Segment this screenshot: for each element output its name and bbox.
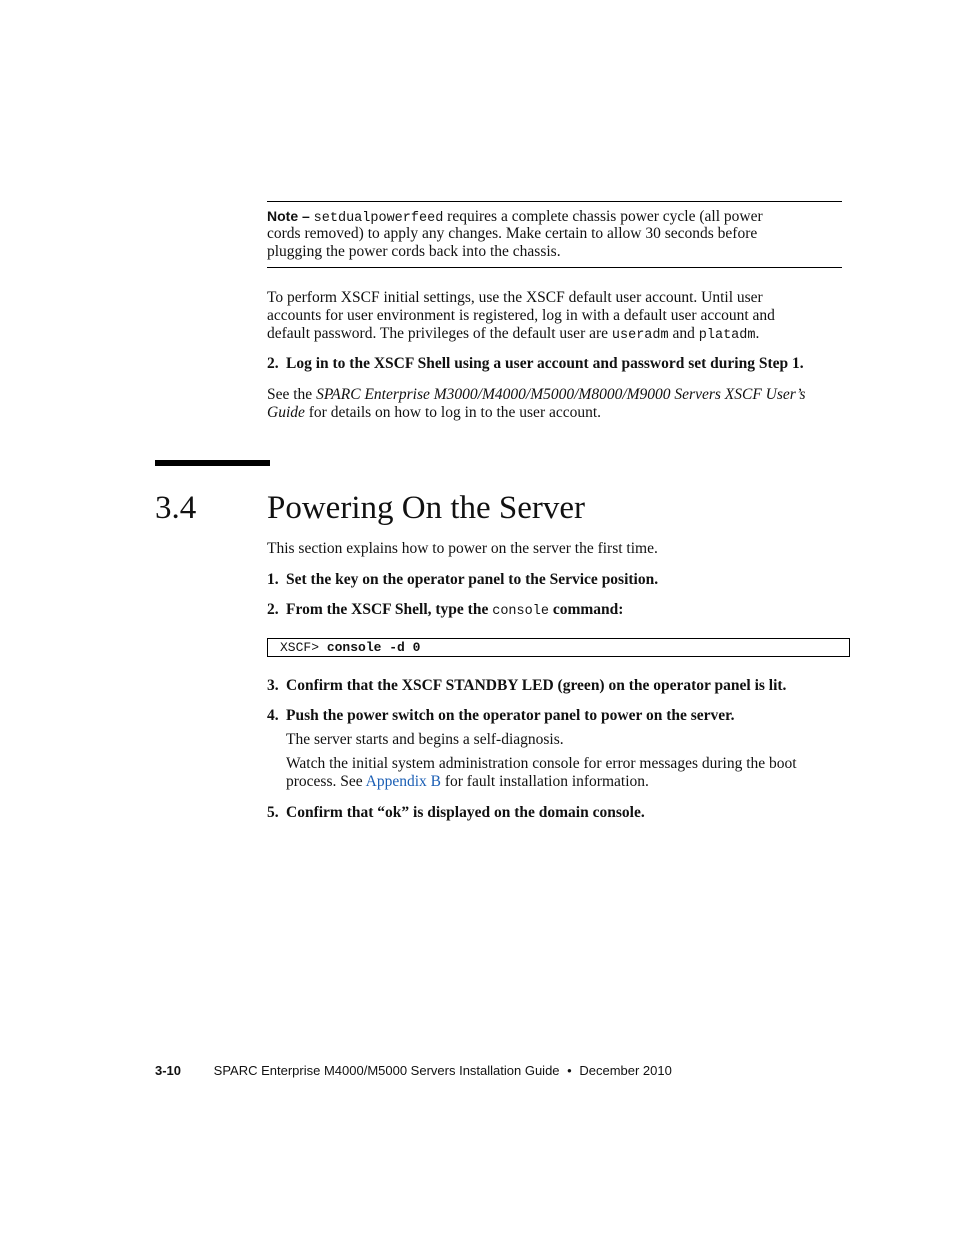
see-guide-pre: See the <box>267 386 317 403</box>
footer-date: December 2010 <box>579 1063 672 1078</box>
see-guide-title-1: SPARC Enterprise M3000/M4000/M5000/M8000/M9000 Servers XSCF User’s <box>316 386 806 403</box>
step-2-code: console <box>492 604 549 619</box>
step-2-post: command: <box>548 601 624 618</box>
footer-title: SPARC Enterprise M4000/M5000 Servers Installation Guide <box>213 1063 560 1078</box>
step-1-number: 1. <box>267 571 279 588</box>
watch-post: for fault installation information. <box>440 773 649 790</box>
footer-bullet: • <box>567 1063 572 1078</box>
step-2-pre: From the XSCF Shell, type the <box>286 601 493 618</box>
see-guide-title-2: Guide <box>267 404 305 421</box>
intro-line-3-text: default password. The privileges of the default user are <box>267 325 612 342</box>
section-number: 3.4 <box>155 490 197 526</box>
see-guide-post: for details on how to log in to the user account. <box>304 404 602 421</box>
note-code: setdualpowerfeed <box>313 211 444 226</box>
note-label: Note – <box>267 208 310 224</box>
intro-line-1: To perform XSCF initial settings, use the XSCF default user account. Until user <box>267 289 763 306</box>
step-5 <box>267 804 842 822</box>
step-5-number: 5. <box>267 804 279 821</box>
section-title: Powering On the Server <box>267 490 586 526</box>
footer <box>155 1063 672 1079</box>
intro-line-3 <box>267 325 842 345</box>
see-guide-line-1 <box>267 386 842 404</box>
footer-page-number: 3-10 <box>155 1063 182 1078</box>
step-3-text: Confirm that the XSCF STANDBY LED (green) on the operator panel is lit. <box>286 677 787 694</box>
note-text-1: requires a complete chassis power cycle (all power <box>443 208 763 225</box>
intro-and: and <box>668 325 699 342</box>
step-4-number: 4. <box>267 707 279 724</box>
step-4-watch-line-1: Watch the initial system administration console for error messages during the boot <box>286 755 797 772</box>
watch-pre: process. See <box>286 773 366 790</box>
step-1 <box>267 571 842 589</box>
section-heading-bar <box>155 460 270 466</box>
step-5-text: Confirm that “ok” is displayed on the domain console. <box>286 804 645 821</box>
step-login <box>267 355 842 373</box>
step-3-number: 3. <box>267 677 279 694</box>
code-prompt: XSCF> <box>280 640 327 655</box>
note-top-rule <box>267 201 842 202</box>
see-guide-line-2 <box>267 404 842 422</box>
step-login-number: 2. <box>267 355 279 372</box>
code-block <box>267 638 850 657</box>
step-4 <box>267 707 842 725</box>
code-command: console -d 0 <box>326 640 421 655</box>
intro-code-useradm: useradm <box>611 328 669 343</box>
step-4-text: Push the power switch on the operator panel to power on the server. <box>286 707 735 724</box>
step-4-detail: The server starts and begins a self-diagnosis. <box>286 731 564 748</box>
note-bottom-rule <box>267 267 842 268</box>
step-2-number: 2. <box>267 601 279 618</box>
intro-line-2: accounts for user environment is registered, log in with a default user account and <box>267 307 775 324</box>
step-3 <box>267 677 842 695</box>
note-line-3: plugging the power cords back into the chassis. <box>267 243 561 260</box>
intro-period: . <box>755 325 760 342</box>
appendix-b-link[interactable]: Appendix B <box>365 773 441 790</box>
step-1-text: Set the key on the operator panel to the Service position. <box>286 571 659 588</box>
step-2 <box>267 601 842 621</box>
section-intro: This section explains how to power on the server the first time. <box>267 540 658 557</box>
intro-code-platadm: platadm <box>698 328 756 343</box>
note-line-2: cords removed) to apply any changes. Make certain to allow 30 seconds before <box>267 225 758 242</box>
step-4-watch-line-2 <box>286 773 842 791</box>
step-login-text: Log in to the XSCF Shell using a user account and password set during Step 1. <box>286 355 804 372</box>
